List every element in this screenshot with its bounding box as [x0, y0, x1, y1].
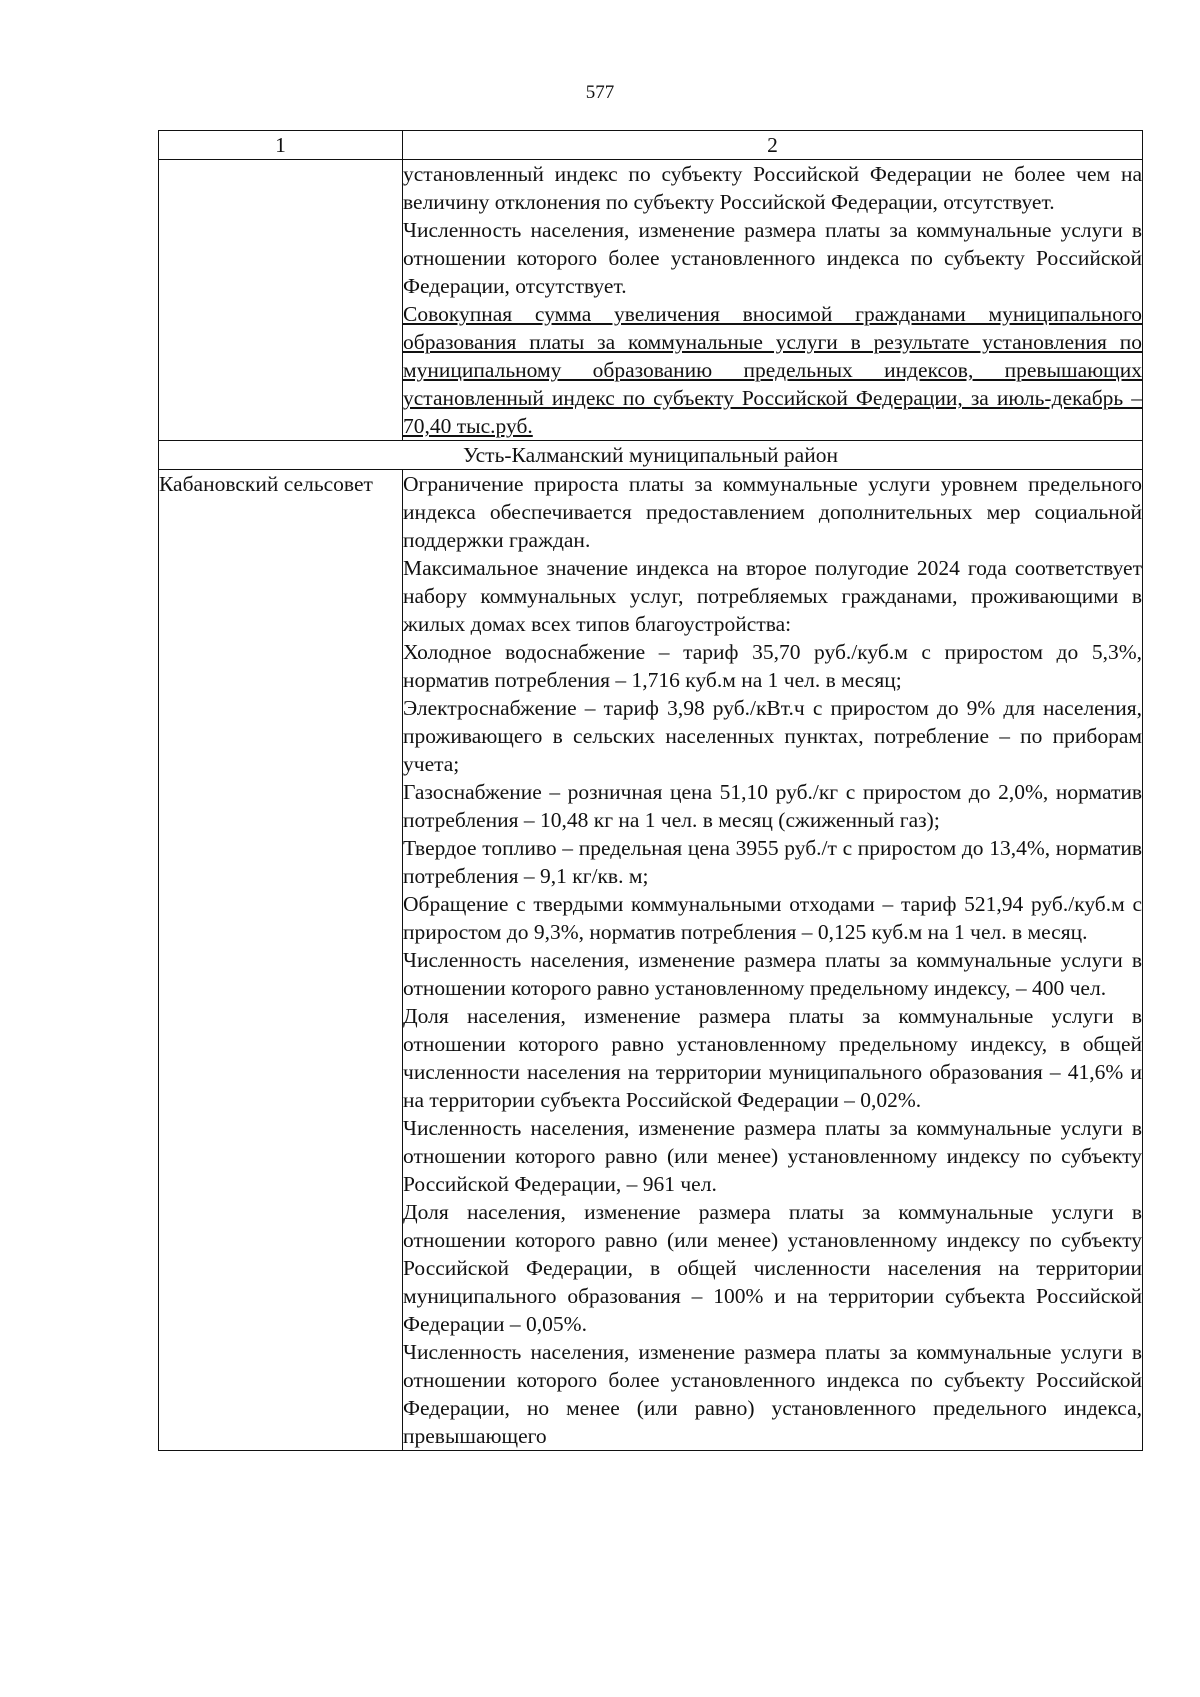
- paragraph: установленный индекс по субъекту Российской Федерации не более чем на величину отклонения по субъекту Российской Федерации, отсутствует.: [403, 162, 1142, 214]
- data-table: [158, 130, 1143, 1451]
- municipality-details: [403, 470, 1143, 1451]
- paragraph: Численность населения, изменение размера платы за коммунальные услуги в отношении которого равно (или менее) установленному индексу по субъекту Российской Федерации, – 961 чел.: [403, 1116, 1142, 1196]
- paragraph: Максимальное значение индекса на второе полугодие 2024 года соответствует набору коммунальных услуг, потребляемых гражданами, проживающими в жилых домах всех типов благоустройства:: [403, 556, 1142, 636]
- paragraph: Численность населения, изменение размера платы за коммунальные услуги в отношении которого равно установленному предельному индексу, – 400 чел.: [403, 948, 1142, 1000]
- paragraph: Численность населения, изменение размера платы за коммунальные услуги в отношении которого более установленного индекса по субъекту Российской Федерации, но менее (или равно) установленного предельного индекса, превышающего: [403, 1340, 1142, 1448]
- paragraph: Ограничение прироста платы за коммунальные услуги уровнем предельного индекса обеспечивается предоставлением дополнительных мер социальной поддержки граждан.: [403, 472, 1142, 552]
- paragraph: Обращение с твердыми коммунальными отходами – тариф 521,94 руб./куб.м с приростом до 9,3%, норматив потребления – 0,125 куб.м на 1 чел. в месяц.: [403, 892, 1142, 944]
- table-section-row: [159, 441, 1143, 470]
- continuation-cell: [403, 160, 1143, 441]
- paragraph: Электроснабжение – тариф 3,98 руб./кВт.ч с приростом до 9% для населения, проживающего в сельских населенных пунктах, потребление – по приборам учета;: [403, 696, 1142, 776]
- table-header-row: [159, 131, 1143, 160]
- column-header-1: 1: [159, 131, 403, 160]
- municipality-name: Кабановский сельсовет: [159, 470, 403, 1451]
- paragraph: Доля населения, изменение размера платы за коммунальные услуги в отношении которого равно (или менее) установленному индексу по субъекту Российской Федерации, в общей численности населения на территории муниципального образования – 100% и на территории субъекта Российской Федерации – 0,05%.: [403, 1200, 1142, 1336]
- paragraph: Доля населения, изменение размера платы за коммунальные услуги в отношении которого равно установленному предельному индексу, в общей численности населения на территории муниципального образования – 41,6% и на территории субъекта Российской Федерации – 0,02%.: [403, 1004, 1142, 1112]
- table-row-continuation: [159, 160, 1143, 441]
- page-number: 577: [585, 82, 615, 103]
- paragraph: Твердое топливо – предельная цена 3955 руб./т с приростом до 13,4%, норматив потребления – 9,1 кг/кв. м;: [403, 836, 1142, 888]
- table-row: [159, 470, 1143, 1451]
- paragraph: Численность населения, изменение размера платы за коммунальные услуги в отношении которого более установленного индекса по субъекту Российской Федерации, отсутствует.: [403, 218, 1142, 298]
- paragraph-total-sum: Совокупная сумма увеличения вносимой гражданами муниципального образования платы за коммунальные услуги в результате установления по муниципальному образованию предельных индексов, превышающих установленный индекс по субъекту Российской Федерации, за июль-декабрь – 70,40 тыс.руб.: [403, 302, 1142, 438]
- column-header-2: 2: [403, 131, 1143, 160]
- empty-cell: [159, 160, 403, 441]
- paragraph: Газоснабжение – розничная цена 51,10 руб./кг с приростом до 2,0%, норматив потребления – 10,48 кг на 1 чел. в месяц (сжиженный газ);: [403, 780, 1142, 832]
- paragraph: Холодное водоснабжение – тариф 35,70 руб./куб.м с приростом до 5,3%, норматив потребления – 1,716 куб.м на 1 чел. в месяц;: [403, 640, 1142, 692]
- section-title: Усть-Калманский муниципальный район: [159, 441, 1143, 470]
